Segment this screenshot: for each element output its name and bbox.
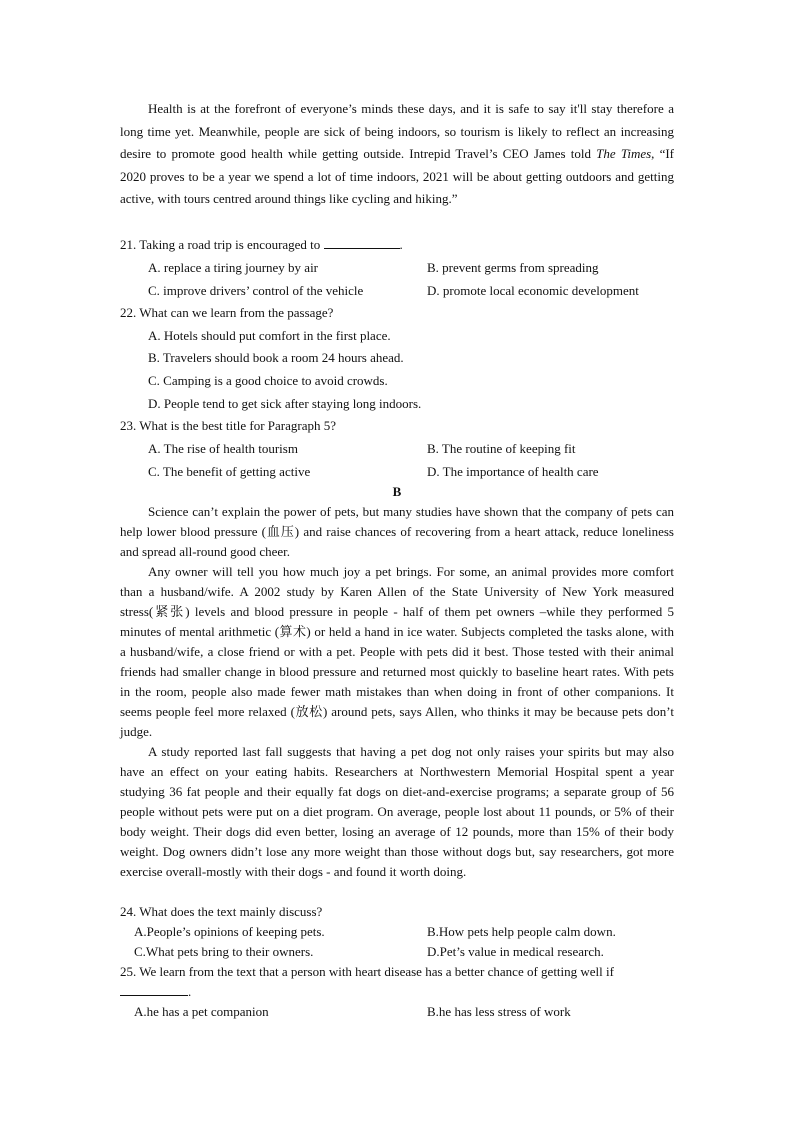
question-21-option-a[interactable]: A. replace a tiring journey by air	[148, 260, 319, 275]
question-25-option-a[interactable]: A.he has a pet companion	[134, 1004, 269, 1019]
question-23-option-d[interactable]: D. The importance of health care	[427, 464, 599, 479]
question-22-option-c[interactable]: C. Camping is a good choice to avoid crowds.	[148, 373, 388, 388]
question-23-stem: 23. What is the best title for Paragraph 5?	[120, 418, 337, 433]
question-25-option-b[interactable]: B.he has less stress of work	[427, 1004, 571, 1019]
answer-blank	[120, 983, 188, 996]
question-21-option-b[interactable]: B. prevent germs from spreading	[427, 260, 599, 275]
section-b-heading: B	[392, 484, 402, 499]
question-22-option-d[interactable]: D. People tend to get sick after staying long indoors.	[148, 396, 422, 411]
passage-b-paragraph-1: Science can’t explain the power of pets, but many studies have shown that the company of pets can help lower blood pressure (血压) and raise chances of recovering from a heart attack, reduce loneliness and spread all-round good cheer.	[120, 504, 674, 559]
question-25-stem: 25. We learn from the text that a person with heart disease has a better chance of getting well if	[120, 964, 614, 979]
question-21-stem: 21. Taking a road trip is encouraged to .	[120, 237, 403, 252]
question-24-stem: 24. What does the text mainly discuss?	[120, 904, 323, 919]
passage-b-paragraph-3: A study reported last fall suggests that having a pet dog not only raises your spirits but may also have an effect on your eating habits. Researchers at Northwestern Memorial Hospital spent a year studying 36 fat people and their equally fat dogs on diet-and-exercise programs; a separate group of 56 people without pets were put on a diet program. On average, people lost about 11 pounds, or 5% of their body weight. Their dogs did even better, losing an average of 12 pounds, more than 15% of their body weight. Dog owners didn’t lose any more weight than those without dogs but, say researchers, got more exercise overall-mostly with their dogs - and found it worth doing.	[120, 744, 674, 879]
answer-blank	[324, 236, 400, 249]
question-22-stem: 22. What can we learn from the passage?	[120, 305, 334, 320]
question-23-option-b[interactable]: B. The routine of keeping fit	[427, 441, 576, 456]
question-24-option-b[interactable]: B.How pets help people calm down.	[427, 924, 616, 939]
passage-a-paragraph: Health is at the forefront of everyone’s minds these days, and it is safe to say it'll stay therefore a long time yet. Meanwhile, people are sick of being indoors, so tourism is likely to reflect an increasing desire to promote good health while getting outside. Intrepid Travel’s CEO James told The Times, “If 2020 proves to be a year we spend a lot of time indoors, 2021 will be about getting outdoors and getting active, with tours centred around things like cycling and hiking.”	[120, 101, 675, 206]
question-23-option-c[interactable]: C. The benefit of getting active	[148, 464, 311, 479]
question-24-option-c[interactable]: C.What pets bring to their owners.	[134, 944, 314, 959]
question-23-option-a[interactable]: A. The rise of health tourism	[148, 441, 298, 456]
newspaper-title: The Times	[596, 146, 652, 161]
question-21-option-d[interactable]: D. promote local economic development	[427, 283, 639, 298]
question-24-option-a[interactable]: A.People’s opinions of keeping pets.	[134, 924, 325, 939]
question-25-blank-line: .	[120, 982, 191, 1002]
passage-b-paragraph-2: Any owner will tell you how much joy a pet brings. For some, an animal provides more comfort than a husband/wife. A 2002 study by Karen Allen of the State University of New York measured stress(紧张) levels and blood pressure in people - half of them pet owners –while they performed 5 minutes of mental arithmetic (算术) or held a hand in ice water. Subjects completed the tasks alone, with a husband/wife, a close friend or with a pet. People with pets did it best. Those tested with their animal friends had smaller change in blood pressure and returned most quickly to baseline heart rates. With pets in the room, people also made fewer math mistakes than when doing in front of other companions. It seems people feel more relaxed (放松) around pets, says Allen, who thinks it may be because pets don’t judge.	[120, 564, 674, 739]
question-21-option-c[interactable]: C. improve drivers’ control of the vehicle	[148, 283, 364, 298]
question-22-option-a[interactable]: A. Hotels should put comfort in the first place.	[148, 328, 391, 343]
question-22-option-b[interactable]: B. Travelers should book a room 24 hours ahead.	[148, 350, 404, 365]
question-24-option-d[interactable]: D.Pet’s value in medical research.	[427, 944, 604, 959]
